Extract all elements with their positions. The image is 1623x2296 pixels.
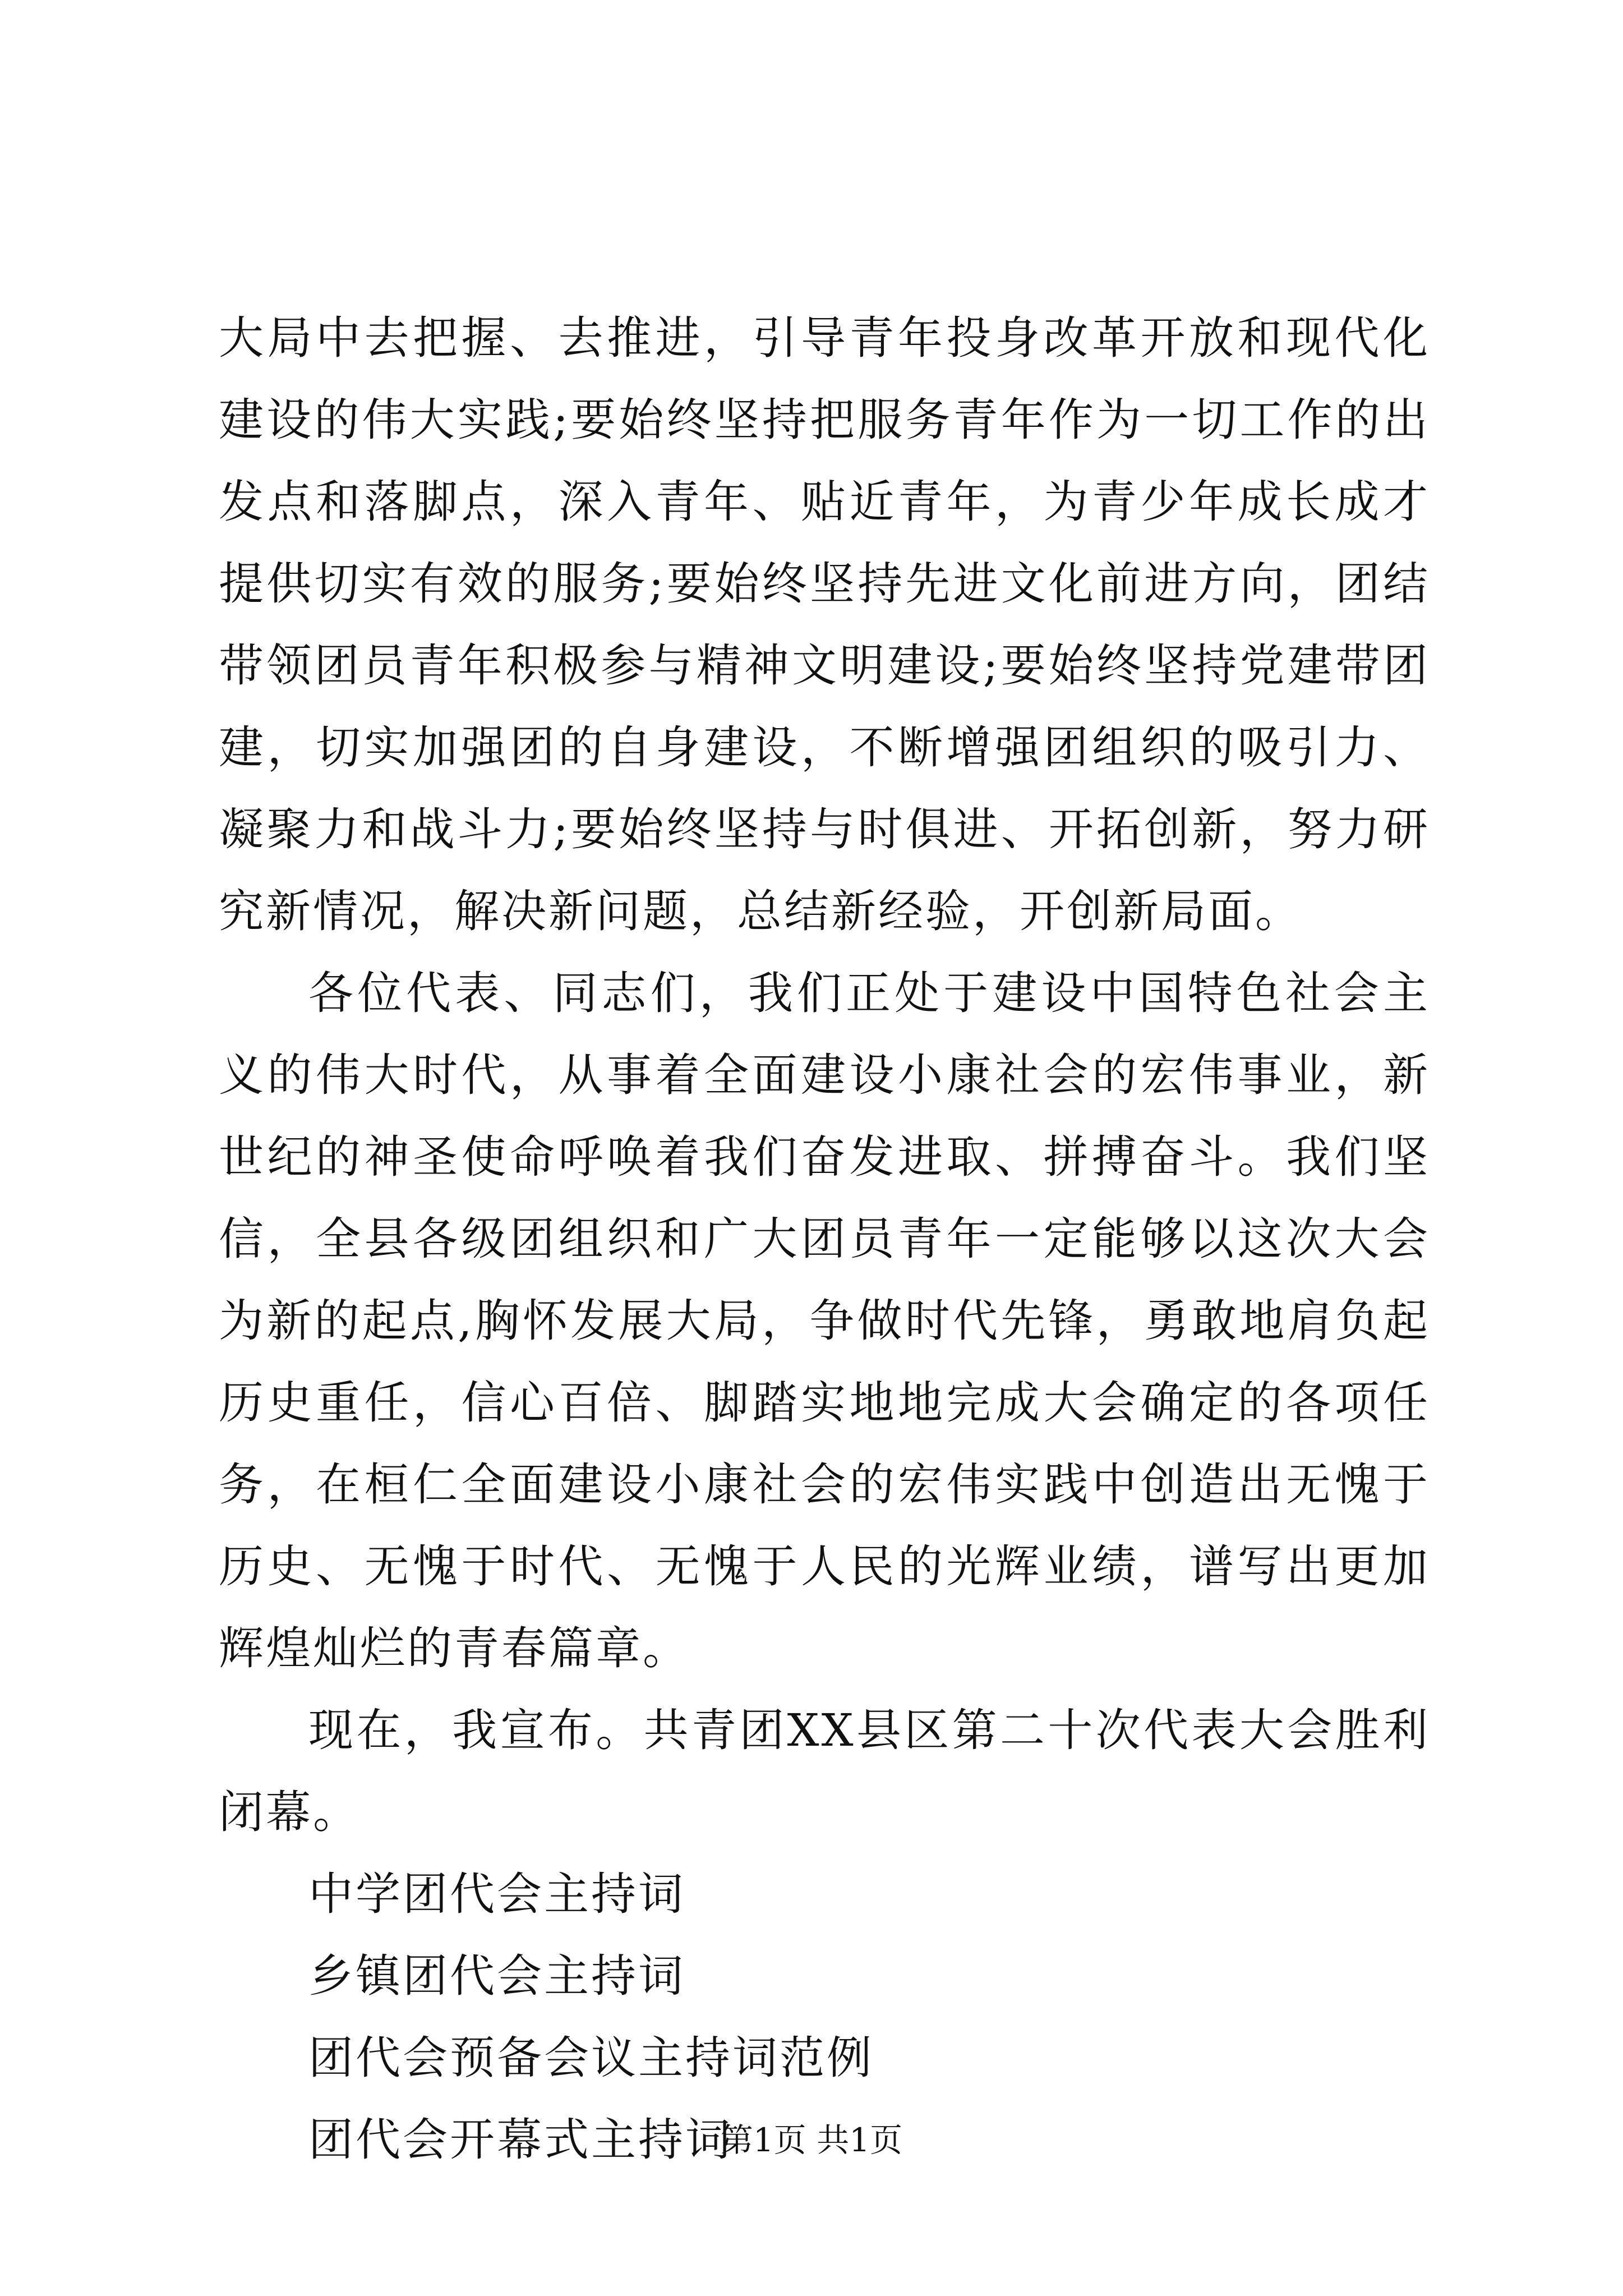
related-title-item: 团代会开幕式主持词 (308, 2114, 732, 2166)
related-title-item: 中学团代会主持词 (308, 1868, 685, 1920)
related-title-item: 乡镇团代会主持词 (308, 1950, 685, 2002)
body-paragraph: 大局中去把握、去推进，引导青年投身改革开放和现代化建设的伟大实践;要始终坚持把服务青年作为一切工作的出发点和落脚点，深入青年、贴近青年，为青少年成长成才提供切实有效的服务;要始终坚持先进文化前进方向，团结带领团员青年积极参与精神文明建设;要始终坚持党建带团建，切实加强团的自身建设，不断增强团组织的吸引力、凝聚力和战斗力;要始终坚持与时俱进、开拓创新，努力研究新情况，解决新问题，总结新经验，开创新局面。 (219, 312, 1430, 937)
closing-statement: 现在，我宣布。共青团XX县区第二十次代表大会胜利闭幕。 (219, 1704, 1430, 1838)
related-title-item: 团代会预备会议主持词范例 (308, 2032, 874, 2084)
body-paragraph: 各位代表、同志们，我们正处于建设中国特色社会主义的伟大时代，从事着全面建设小康社会的宏伟事业，新世纪的神圣使命呼唤着我们奋发进取、拼搏奋斗。我们坚信，全县各级团组织和广大团员青年一定能够以这次大会为新的起点,胸怀发展大局，争做时代先锋，勇敢地肩负起历史重任，信心百倍、脚踏实地地完成大会确定的各项任务，在桓仁全面建设小康社会的宏伟实践中创造出无愧于历史、无愧于时代、无愧于人民的光辉业绩，谱写出更加辉煌灿烂的青春篇章。 (219, 967, 1430, 1674)
page-footer: 第1页 共1页 (720, 2121, 903, 2159)
document-body (219, 297, 1430, 2181)
